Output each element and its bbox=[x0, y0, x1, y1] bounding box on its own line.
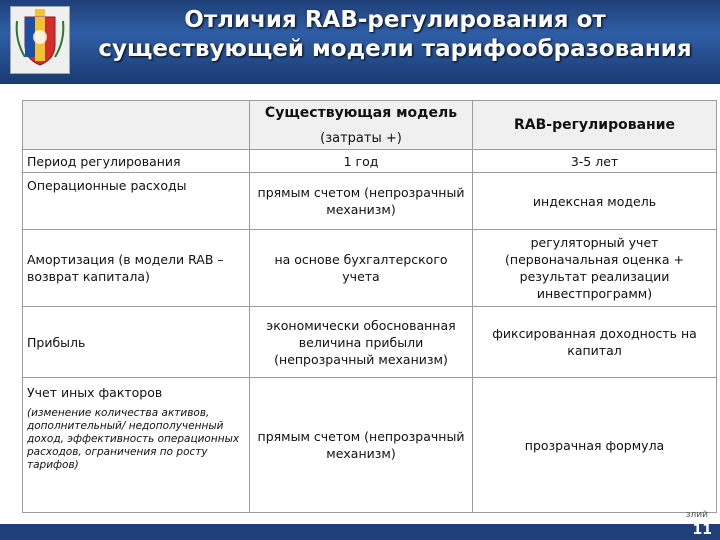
row-label-cell bbox=[23, 378, 250, 513]
rab-title: RAB-регулирование bbox=[513, 117, 676, 133]
table-row bbox=[23, 378, 717, 513]
table-row bbox=[23, 173, 717, 230]
row-existing-value: 1 год bbox=[250, 150, 473, 173]
row-existing-value: прямым счетом (непрозрачный механизм) bbox=[250, 173, 473, 230]
row-label: Прибыль bbox=[23, 307, 250, 378]
header-rab bbox=[473, 101, 717, 150]
row-existing-value: прямым счетом (непрозрачный механизм) bbox=[250, 378, 473, 513]
footer-fragment-text: злий bbox=[685, 510, 708, 520]
header-bar bbox=[0, 0, 720, 84]
title-line-2: существующей модели тарифообразования bbox=[98, 36, 692, 62]
row-rab-value: прозрачная формула bbox=[473, 378, 717, 513]
header-existing-model bbox=[250, 101, 473, 150]
existing-model-title: Существующая модель bbox=[264, 104, 458, 121]
row-existing-value: на основе бухгалтерского учета bbox=[250, 230, 473, 307]
row-existing-value: экономически обоснованная величина прибыли (непрозрачный механизм) bbox=[250, 307, 473, 378]
row-label: Амортизация (в модели RAB – возврат капитала) bbox=[23, 230, 250, 307]
existing-model-subtitle: (затраты +) bbox=[320, 130, 402, 146]
table-row bbox=[23, 307, 717, 378]
table-row bbox=[23, 230, 717, 307]
regional-emblem-icon bbox=[10, 6, 70, 74]
page-number: 11 bbox=[692, 522, 712, 538]
row-label: Период регулирования bbox=[23, 150, 250, 173]
row-label-note: (изменение количества активов, дополнительный/ недополученный доход, эффективность операционных расходов, ограничения по росту тарифов) bbox=[27, 407, 240, 471]
row-rab-value: регуляторный учет (первоначальная оценка + результат реализации инвестпрограмм) bbox=[473, 230, 717, 307]
row-rab-value: фиксированная доходность на капитал bbox=[473, 307, 717, 378]
title-line-1: Отличия RAB-регулирования от bbox=[184, 7, 606, 33]
row-label: Операционные расходы bbox=[23, 173, 250, 230]
row-label: Учет иных факторов bbox=[27, 385, 163, 400]
header-empty-cell bbox=[23, 101, 250, 150]
slide-title bbox=[80, 6, 710, 64]
table-row bbox=[23, 150, 717, 173]
footer-bar bbox=[0, 524, 720, 540]
comparison-table bbox=[22, 100, 717, 513]
table-header-row bbox=[23, 101, 717, 150]
row-rab-value: индексная модель bbox=[473, 173, 717, 230]
row-rab-value: 3-5 лет bbox=[473, 150, 717, 173]
